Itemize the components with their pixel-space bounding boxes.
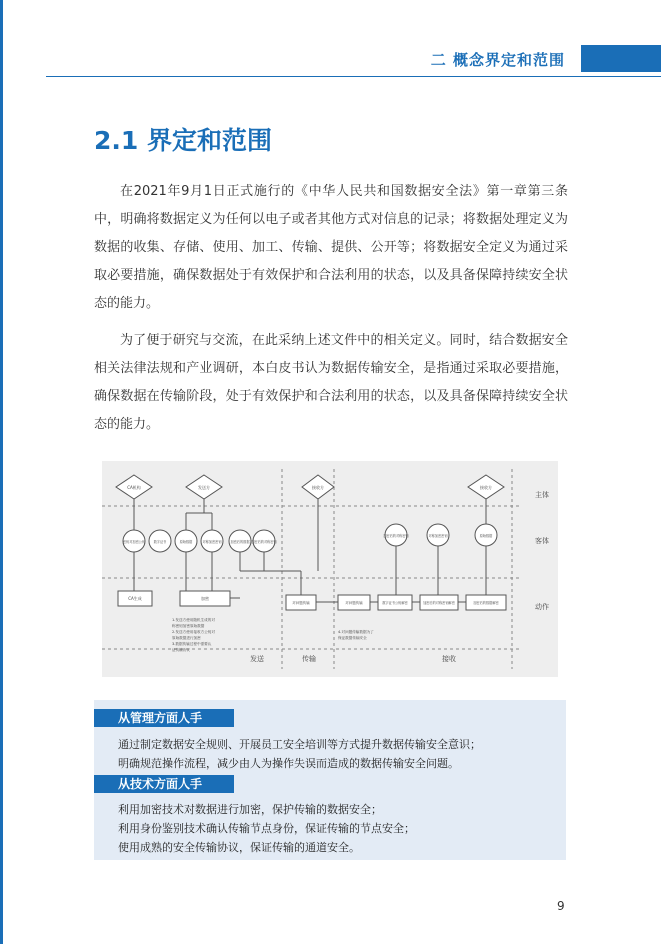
svg-text:数字证书: 数字证书: [153, 540, 167, 544]
measures-box: [94, 700, 566, 860]
svg-text:2.发送方使用接收方公钥对: 2.发送方使用接收方公钥对: [172, 630, 215, 634]
object-circle: [123, 530, 145, 552]
paragraph-definition: 在2021年9月1日正式施行的《中华人民共和国数据安全法》第一章第三条中，明确将数据定义为任何以电子或者其他方式对信息的记录；将数据处理定义为数据的收集、存储、使用、加工、传输、提供、公开等；将数据安全定义为通过采取必要措施，确保数据处于有效保护和合法利用的状态，以及具备保障持续安全状态的能力。: [94, 184, 568, 311]
svg-text:证传输协议: 证传输协议: [172, 648, 190, 652]
technology-lines: [118, 800, 415, 857]
transfer-notes: [338, 629, 374, 640]
object-circle: [251, 530, 277, 552]
action-box: [420, 595, 458, 610]
lane-label-subject: 主体: [535, 491, 549, 499]
phase-label-send: 发送: [250, 655, 264, 663]
technology-line: 使用成熟的安全传输协议，保证传输的通道安全。: [118, 841, 360, 854]
left-margin-rule: [0, 0, 3, 944]
svg-text:1.发送方使用随机生成的对: 1.发送方使用随机生成的对: [172, 618, 215, 622]
svg-text:原始数据: 原始数据: [179, 540, 193, 544]
management-line: 通过制定数据安全规则、开展员工安全培训等方式提升数据传输安全意识；: [118, 738, 481, 751]
object-circle: [427, 524, 449, 546]
data-transfer-flow-diagram: [102, 461, 558, 677]
svg-text:接收方: 接收方: [480, 485, 492, 490]
action-box: [118, 591, 152, 606]
chapter-header-bar: [581, 45, 661, 72]
technology-line: 利用加密技术对数据进行加密，保护传输的数据安全；: [118, 803, 382, 816]
svg-text:对问题传输: 对问题传输: [292, 601, 310, 605]
phase-label-receive: 接收: [442, 655, 456, 663]
svg-text:加密后的对称密钥: 加密后的对称密钥: [251, 540, 277, 544]
paragraph-adoption: 为了便于研究与交流，在此采纳上述文件中的相关定义。同时，结合数据安全相关法律法规和产业调研，本白皮书认为数据传输安全，是指通过采取必要措施，确保数据在传输阶段，处于有效保护和合法利用的状态，以及具备保障持续安全状态的能力。: [94, 333, 568, 432]
svg-text:加密后的对称密钥解密: 加密后的对称密钥解密: [423, 601, 455, 605]
send-notes: [172, 617, 215, 652]
svg-text:3.数据传输过程中需要认: 3.数据传输过程中需要认: [172, 642, 212, 646]
object-circle: [475, 524, 497, 546]
object-circle: [383, 524, 409, 546]
flow-diagram-svg: [102, 461, 558, 677]
section-title: 2.1 界定和范围: [94, 126, 272, 155]
svg-text:接收方: 接收方: [312, 485, 324, 490]
svg-text:CA生成: CA生成: [128, 596, 142, 601]
svg-text:CA机构: CA机构: [127, 485, 141, 490]
technology-line: 利用身份鉴别技术确认传输节点身份，保证传输的节点安全；: [118, 822, 415, 835]
object-circle: [175, 530, 197, 552]
action-box: [466, 595, 506, 610]
technology-tag: 从技术方面人手: [94, 775, 234, 793]
action-box: [338, 595, 370, 610]
svg-text:加密后的对称密钥: 加密后的对称密钥: [383, 534, 409, 538]
svg-text:保证数据传输安全: 保证数据传输安全: [338, 636, 367, 640]
management-line: 明确规范操作流程，减少由人为操作失误而造成的数据传输安全问题。: [118, 757, 459, 770]
action-box: [180, 591, 230, 606]
action-box: [286, 595, 316, 610]
object-circle: [201, 530, 223, 552]
svg-text:数字证书公钥解密: 数字证书公钥解密: [382, 601, 408, 605]
svg-text:加密后的数据解密: 加密后的数据解密: [473, 601, 499, 605]
subject-diamond: [302, 475, 334, 499]
management-tag: 从管理方面人手: [94, 709, 234, 727]
lane-label-action: 动作: [535, 603, 549, 611]
object-circle: [229, 530, 251, 552]
object-circle: [149, 530, 171, 552]
svg-text:对称加密密钥: 对称加密密钥: [202, 540, 222, 544]
chapter-header-title: 二 概念界定和范围: [430, 51, 565, 69]
svg-text:加密后的数据: 加密后的数据: [230, 540, 250, 544]
chapter-header-rule: [46, 76, 661, 77]
page-number: 9: [557, 899, 565, 913]
svg-text:对问题传输: 对问题传输: [345, 601, 363, 605]
svg-text:对称加密密钥: 对称加密密钥: [428, 534, 448, 538]
subject-diamond: [116, 475, 152, 499]
svg-text:原始数据进行加密: 原始数据进行加密: [172, 636, 201, 640]
lane-label-object: 客体: [535, 537, 549, 545]
subject-diamond: [468, 475, 504, 499]
phase-label-transfer: 传输: [302, 655, 316, 663]
action-box: [378, 595, 412, 610]
management-lines: [118, 735, 481, 773]
svg-text:称密钥加密原始数据: 称密钥加密原始数据: [172, 624, 205, 628]
svg-text:原始数据: 原始数据: [479, 534, 493, 538]
svg-text:发送方: 发送方: [198, 485, 210, 490]
svg-text:加密: 加密: [201, 596, 209, 601]
svg-text:4.对问题传输数据为了: 4.对问题传输数据为了: [338, 630, 374, 634]
subject-diamond: [186, 475, 222, 499]
svg-text:密钥对加密公钥: 密钥对加密公钥: [122, 540, 146, 544]
